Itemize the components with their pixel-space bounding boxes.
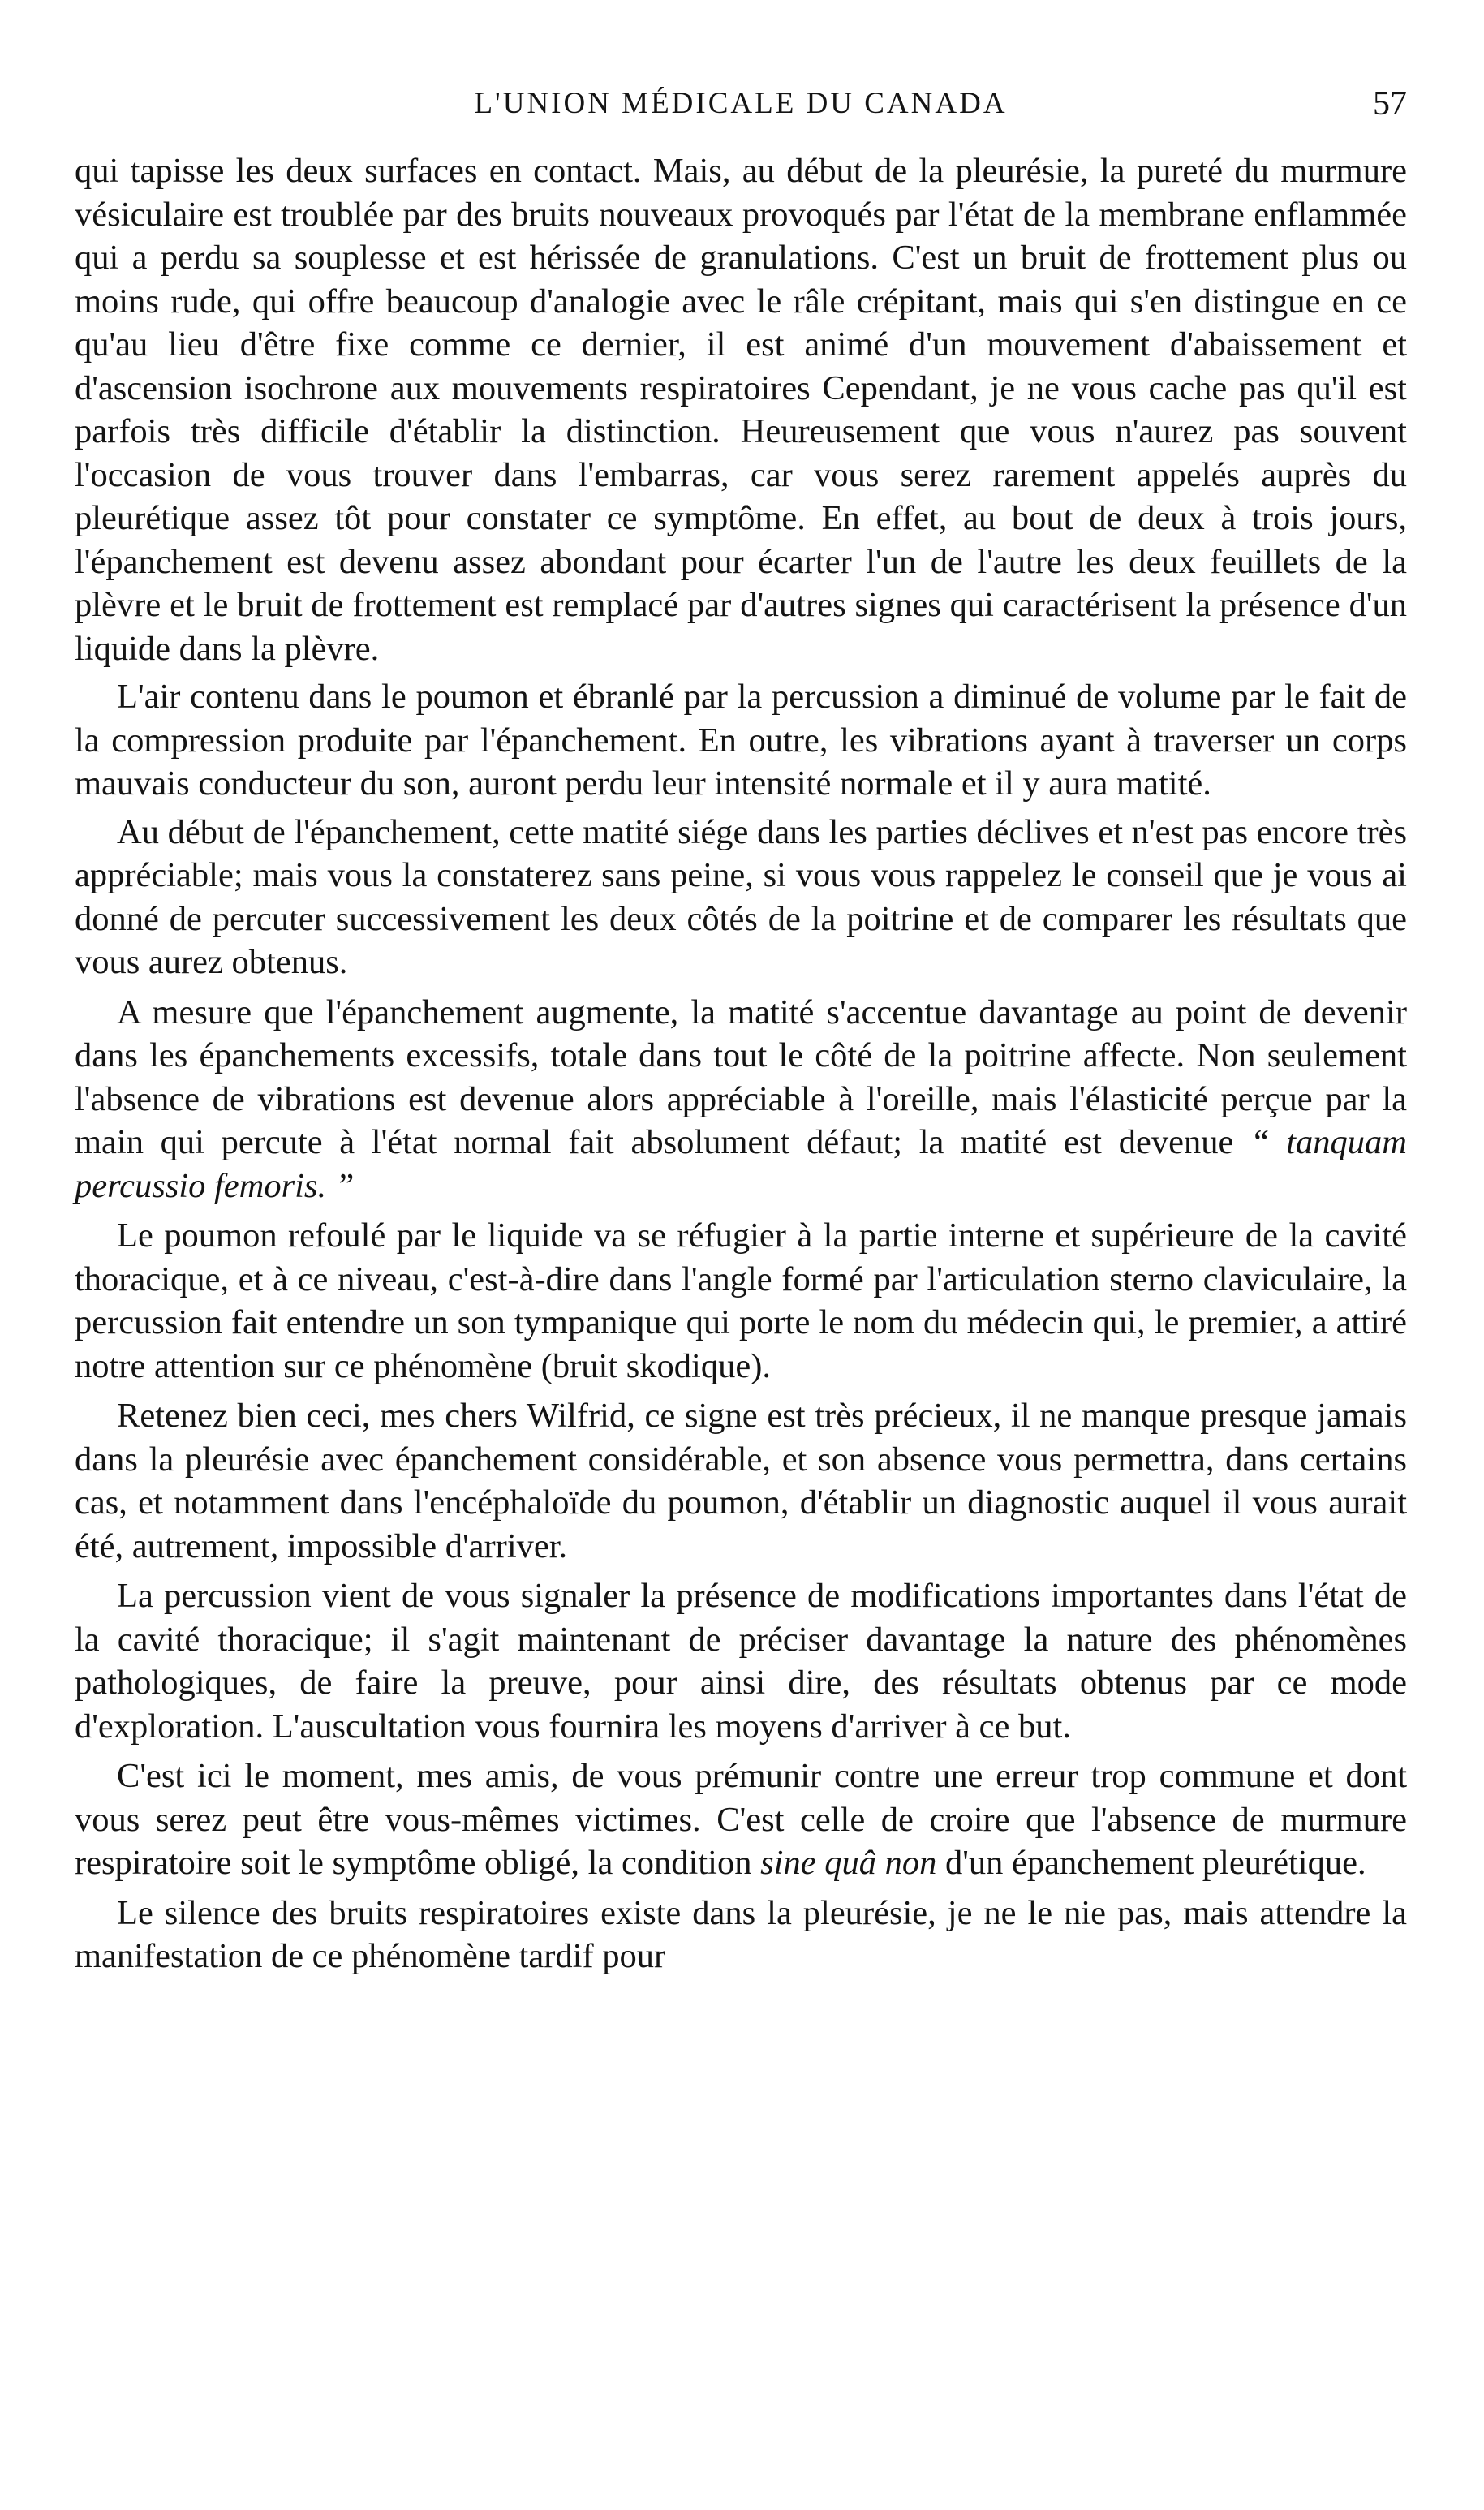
paragraph-6: Retenez bien ceci, mes chers Wilfrid, ce signe est très précieux, il ne manque presque jamais dans la pleurésie avec épanchement considérable, et son absence vous permettra, dans certains cas, et notamment dans l'encéphaloïde du poumon, d'établir un diagnostic auquel il vous aurait été, autrement, impossible d'arriver. bbox=[75, 1397, 1407, 1565]
page-number: 57 bbox=[1373, 85, 1407, 123]
paragraph-2: L'air contenu dans le poumon et ébranlé par la percussion a diminué de volume par le fait de la compression produite par l'épanchement. En outre, les vibrations ayant à traverser un corps mauvais conducteur du son, auront perdu leur intensité normale et il y aura matité. bbox=[75, 678, 1407, 803]
paragraph-4 bbox=[75, 991, 1407, 1208]
paragraph-9: Le silence des bruits respiratoires existe dans la pleurésie, je ne le nie pas, mais attendre la manifestation de ce phénomène tardif pour bbox=[75, 1893, 1407, 1975]
paragraph-4-text: A mesure que l'épanchement augmente, la matité s'accentue davantage au point de devenir dans les épanchements excessifs, totale dans tout le côté de la poitrine affecte. Non seulement l'absence de vibrations est devenue alors appréciable à l'oreille, mais l'élasticité perçue par la main qui percute à l'état normal fait absolument défaut; la matité est devenue bbox=[75, 992, 1407, 1161]
running-head bbox=[75, 80, 1407, 128]
paragraph-8-tail: d'un épanchement pleurétique. bbox=[936, 1844, 1366, 1882]
paragraph-3: Au début de l'épanchement, cette matité siége dans les parties déclives et n'est pas encore très appréciable; mais vous la constaterez sans peine, si vous vous rappelez le conseil que je vous ai donné de percuter successivement les deux côtés de la poitrine et de comparer les résultats que vous aurez obtenus. bbox=[75, 812, 1407, 981]
running-title: L'UNION MÉDICALE DU CANADA bbox=[474, 87, 1008, 120]
paragraph-8-text: C'est ici le moment, mes amis, de vous prémunir contre une erreur trop commune et dont vous serez peut être vous-mêmes victimes. C'est celle de croire que l'absence de murmure respiratoire soit le symptôme obligé, la condition bbox=[75, 1757, 1407, 1882]
body-text bbox=[75, 149, 1407, 1978]
latin-phrase: sine quâ non bbox=[760, 1844, 937, 1882]
paragraph-1: qui tapisse les deux surfaces en contact. Mais, au début de la pleurésie, la pureté du murmure vésiculaire est troublée par des bruits nouveaux provoqués par l'état de la membrane enflammée qui a perdu sa souplesse et est hérissée de granulations. C'est un bruit de frottement plus ou moins rude, qui offre beaucoup d'analogie avec le râle crépitant, mais qui s'en distingue en ce qu'au lieu d'être fixe comme ce dernier, il est animé d'un mouvement d'abaissement et d'ascension isochrone aux mouvements respiratoires Cependant, je ne vous cache pas qu'il est parfois très difficile d'établir la distinction. Heureusement que vous n'aurez pas souvent l'occasion de vous trouver dans l'embarras, car vous serez rarement appelés auprès du pleurétique assez tôt pour constater ce symptôme. En effet, au bout de deux à trois jours, l'épanchement est devenu assez abondant pour écarter l'un de l'autre les deux feuillets de la plèvre et le bruit de frottement est remplacé par d'autres signes qui caractérisent la présence d'un liquide dans la plèvre. bbox=[75, 152, 1407, 668]
paragraph-7: La percussion vient de vous signaler la présence de modifications importantes dans l'état de la cavité thoracique; il s'agit maintenant de préciser davantage la nature des phénomènes pathologiques, de faire la preuve, pour ainsi dire, des résultats obtenus par ce mode d'exploration. L'auscultation vous fournira les moyens d'arriver à ce but. bbox=[75, 1577, 1407, 1746]
document-page bbox=[75, 0, 1407, 2510]
paragraph-5: Le poumon refoulé par le liquide va se réfugier à la partie interne et supérieure de la cavité thoracique, et à ce niveau, c'est-à-dire dans l'angle formé par l'articulation sterno claviculaire, la percussion fait entendre un son tympanique qui porte le nom du médecin qui, le premier, a attiré notre attention sur ce phénomène (bruit skodique). bbox=[75, 1216, 1407, 1385]
paragraph-8 bbox=[75, 1754, 1407, 1885]
latin-quote: “ tanquam percussio femoris. ” bbox=[75, 1123, 1407, 1205]
